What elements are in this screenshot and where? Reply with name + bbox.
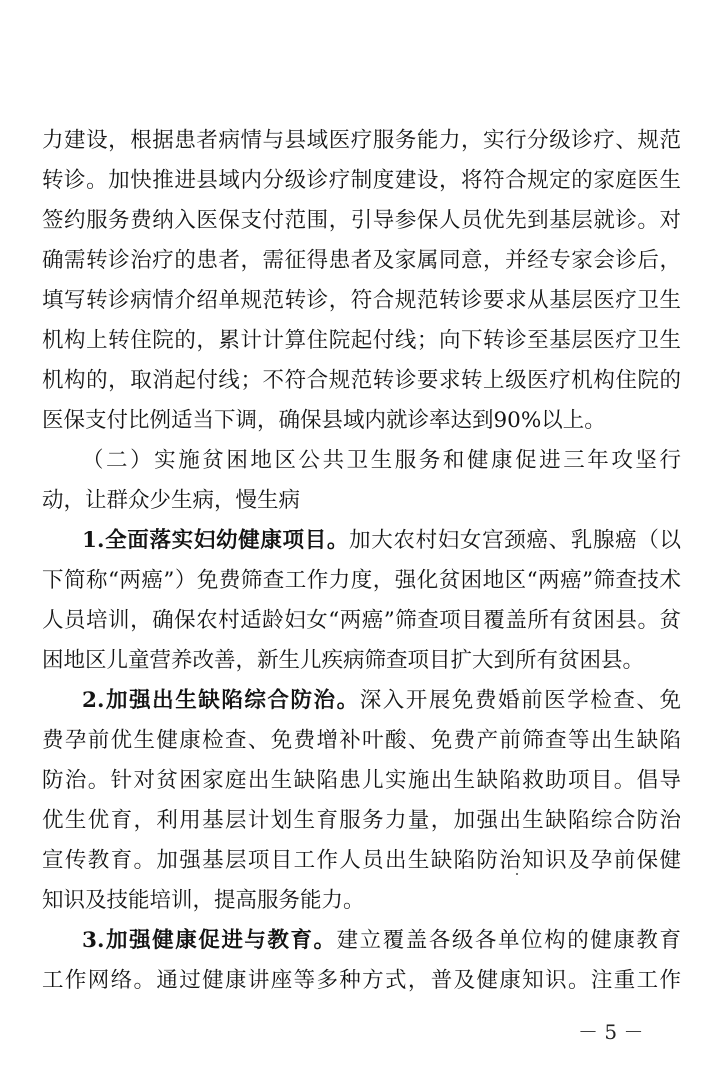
text-line: 确需转诊治疗的患者，需征得患者及家属同意，并经专家会诊后，	[42, 248, 681, 273]
subheading-health-promotion: 3.加强健康促进与教育。	[82, 928, 337, 953]
section-heading: （二）实施贫困地区公共卫生服务和健康促进三年攻坚行	[82, 448, 681, 473]
text-line: 机构上转住院的，累计计算住院起付线；向下转诊至基层医疗卫生	[42, 328, 681, 353]
section-heading-continued: 动，让群众少生病，慢生病	[42, 488, 301, 513]
text-line: 工作网络。通过健康讲座等多种方式，普及健康知识。注重工作	[42, 968, 681, 993]
paragraph-3-first-line: 3.加强健康促进与教育。建立覆盖各级各单位构的健康教育	[82, 928, 681, 953]
text-line: 机构的，取消起付线；不符合规范转诊要求转上级医疗机构住院的	[42, 368, 681, 393]
subheading-maternal-child-health: 1.全面落实妇幼健康项目。	[82, 528, 350, 553]
text-line: 困地区儿童营养改善，新生儿疾病筛查项目扩大到所有贫困县。	[42, 648, 645, 673]
text-line: 费孕前优生健康检查、免费增补叶酸、免费产前筛查等出生缺陷	[42, 728, 681, 753]
subheading-birth-defects: 2.加强出生缺陷综合防治。	[82, 688, 360, 713]
text-line: 力建设，根据患者病情与县域医疗服务能力，实行分级诊疗、规范	[42, 128, 681, 153]
text-line: 宣传教育。加强基层项目工作人员出生缺陷防治知识及孕前保健	[42, 848, 681, 873]
text-line: 签约服务费纳入医保支付范围，引导参保人员优先到基层就诊。对	[42, 208, 681, 233]
paragraph-2-first-line: 2.加强出生缺陷综合防治。深入开展免费婚前医学检查、免	[82, 688, 681, 713]
text-line: 填写转诊病情介绍单规范转诊，符合规范转诊要求从基层医疗卫生	[42, 288, 681, 313]
page-number: － 5 －	[578, 1020, 644, 1044]
text-line: 转诊。加快推进县域内分级诊疗制度建设，将符合规定的家庭医生	[42, 168, 681, 193]
scan-speck	[516, 873, 518, 875]
text-line: 下简称“两癌”）免费筛查工作力度，强化贫困地区“两癌”筛查技术	[42, 568, 681, 593]
text-line: 医保支付比例适当下调，确保县域内就诊率达到90%以上。	[42, 408, 606, 433]
text-line: 知识及技能培训，提高服务能力。	[42, 888, 365, 913]
text-line: 防治。针对贫困家庭出生缺陷患儿实施出生缺陷救助项目。倡导	[42, 768, 681, 793]
text-line: 优生优育，利用基层计划生育服务力量，加强出生缺陷综合防治	[42, 808, 681, 833]
paragraph-1-first-line: 1.全面落实妇幼健康项目。加大农村妇女宫颈癌、乳腺癌（以	[82, 528, 681, 553]
text-line: 人员培训，确保农村适龄妇女“两癌”筛查项目覆盖所有贫困县。贫	[42, 608, 681, 633]
